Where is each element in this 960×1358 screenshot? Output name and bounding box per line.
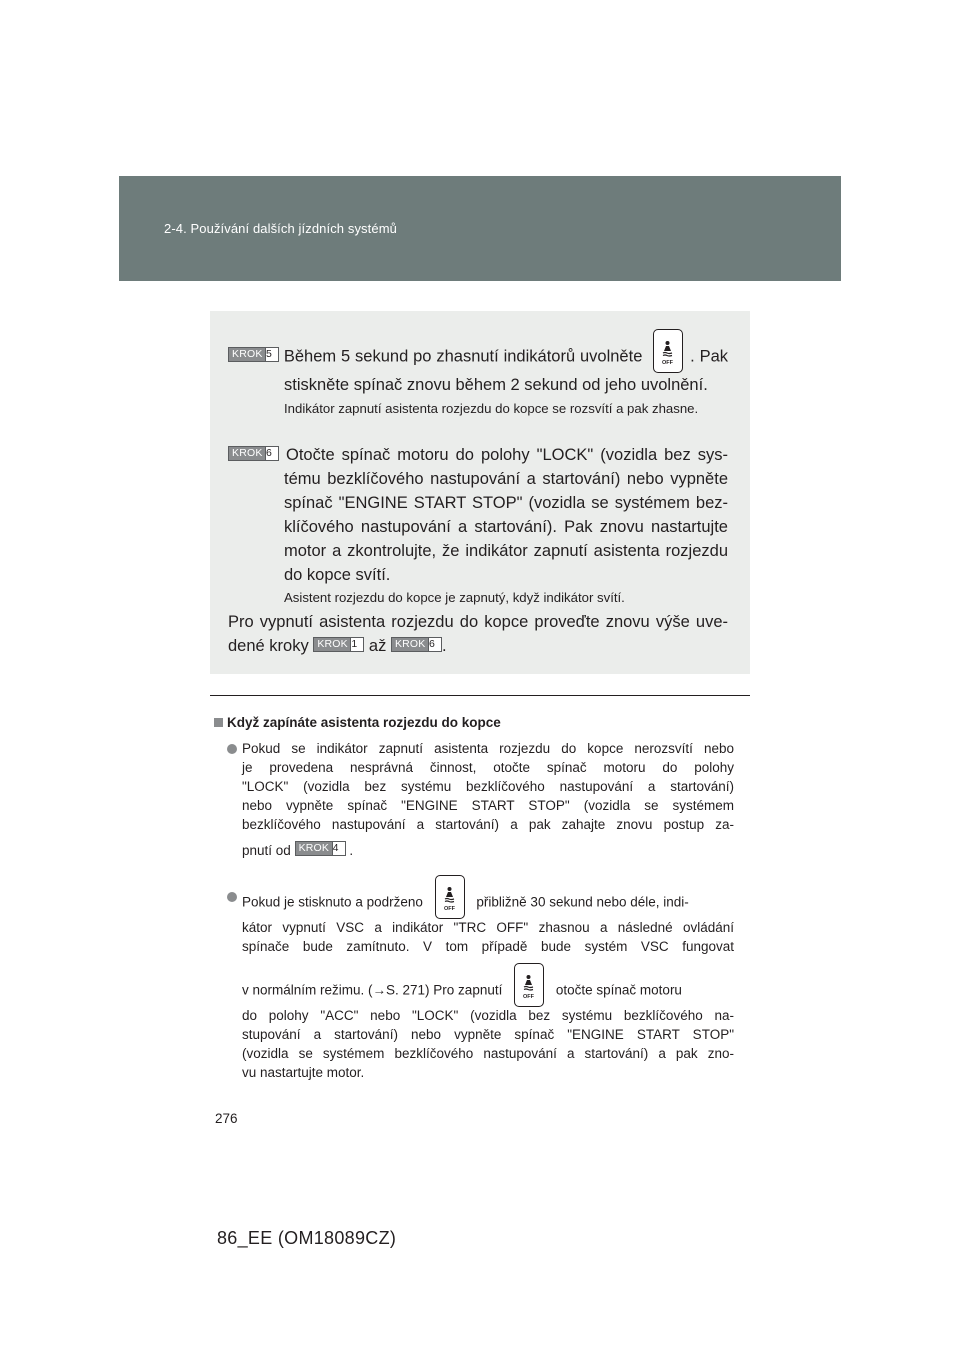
step-badge-6: KROK 6 (228, 446, 279, 461)
svg-text:OFF: OFF (662, 360, 674, 366)
bullet1-line3: "LOCK" (vozidla bez systému bezklíčového nastupování a startování) (242, 779, 734, 794)
step6-line3: spínač "ENGINE START STOP" (vozidla se systémem bez- (284, 494, 728, 512)
section-header (119, 176, 841, 281)
step5-line2: stiskněte spínač znovu během 2 sekund od jeho uvolnění. (284, 376, 708, 394)
step-badge-4: KROK 4 (295, 841, 346, 856)
svg-text:OFF: OFF (523, 994, 535, 1000)
step6-line4: klíčového nastupování a startování). Pak znovu nastartujte (284, 518, 728, 536)
bullet2-line8: vu nastartujte motor. (242, 1065, 365, 1080)
step5-line1: KROK 5 Během 5 sekund po zhasnutí indikátorů uvolněte OFF . Pak (228, 341, 728, 373)
bullet2-line3: spínače bude zamítnuto. V tom případě bude systém VSC fungovat (242, 939, 734, 954)
turnoff-line1: Pro vypnutí asistenta rozjezdu do kopce proveďte znovu výše uve- (228, 613, 728, 631)
vsc-off-switch-icon (514, 963, 544, 1007)
bullet1-line5: bezklíčového nastupování a startování) a pak zahajte znovu postup za- (242, 817, 734, 832)
step6-line5: motor a zkontrolujte, že indikátor zapnutí asistenta rozjezdu (284, 542, 728, 560)
page-number: 276 (215, 1111, 238, 1126)
step-badge-1: KROK 1 (313, 637, 364, 652)
square-bullet-icon (214, 718, 223, 727)
bullet2-line1: Pokud je stisknuto a podrženo OFF přibližně 30 sekund nebo déle, indi- (242, 887, 734, 919)
bullet2-line6: stupování a startování) nebo vypněte spínač "ENGINE START STOP" (242, 1027, 734, 1042)
bullet2-line7: (vozidla se systémem bezklíčového nastupování a startování) a pak zno- (242, 1046, 734, 1061)
step-badge-5: KROK 5 (228, 347, 279, 362)
bullet1-line6: pnutí od KROK 4 . (242, 842, 354, 858)
subsection-title: Když zapínáte asistenta rozjezdu do kopce (214, 715, 501, 730)
divider (210, 695, 750, 696)
step5-note: Indikátor zapnutí asistenta rozjezdu do kopce se rozsvítí a pak zhasne. (284, 401, 699, 416)
vsc-off-switch-icon (435, 875, 465, 919)
turnoff-line2: dené kroky KROK 1 až KROK 6 . (228, 637, 447, 655)
bullet1-line1: Pokud se indikátor zapnutí asistenta rozjezdu do kopce nerozsvítí nebo (242, 741, 734, 756)
bullet2-line5: do polohy "ACC" nebo "LOCK" (vozidla bez systému bezklíčového na- (242, 1008, 734, 1023)
svg-text:OFF: OFF (443, 906, 455, 912)
bullet-dot-icon (227, 892, 237, 902)
step6-note: Asistent rozjezdu do kopce je zapnutý, když indikátor svítí. (284, 590, 625, 605)
step-badge-6b: KROK 6 (391, 637, 442, 652)
step6-line6: do kopce svítí. (284, 566, 391, 584)
step6-line1: KROK 6 Otočte spínač motoru do polohy "LOCK" (vozidla bez sys- (228, 442, 728, 469)
vsc-off-switch-icon (653, 329, 683, 373)
bullet1-line4: nebo vypněte spínač "ENGINE START STOP" (vozidla se systémem (242, 798, 734, 813)
bullet1-line2: je provedena nesprávná činnost, otočte spínač motoru do polohy (242, 760, 734, 775)
section-title: 2-4. Používání dalších jízdních systémů (164, 221, 397, 236)
bullet2-line4: v normálním režimu. (→S. 271) Pro zapnutí OFF otočte spínač motoru (242, 975, 734, 1007)
document-code: 86_EE (OM18089CZ) (217, 1228, 397, 1248)
bullet2-line2: kátor vypnutí VSC a indikátor "TRC OFF" zhasnou a následné ovládání (242, 920, 734, 935)
bullet-dot-icon (227, 744, 237, 754)
step6-line2: tému bezklíčového nastupování a startování) nebo vypněte (284, 470, 728, 488)
instruction-panel (210, 311, 750, 674)
